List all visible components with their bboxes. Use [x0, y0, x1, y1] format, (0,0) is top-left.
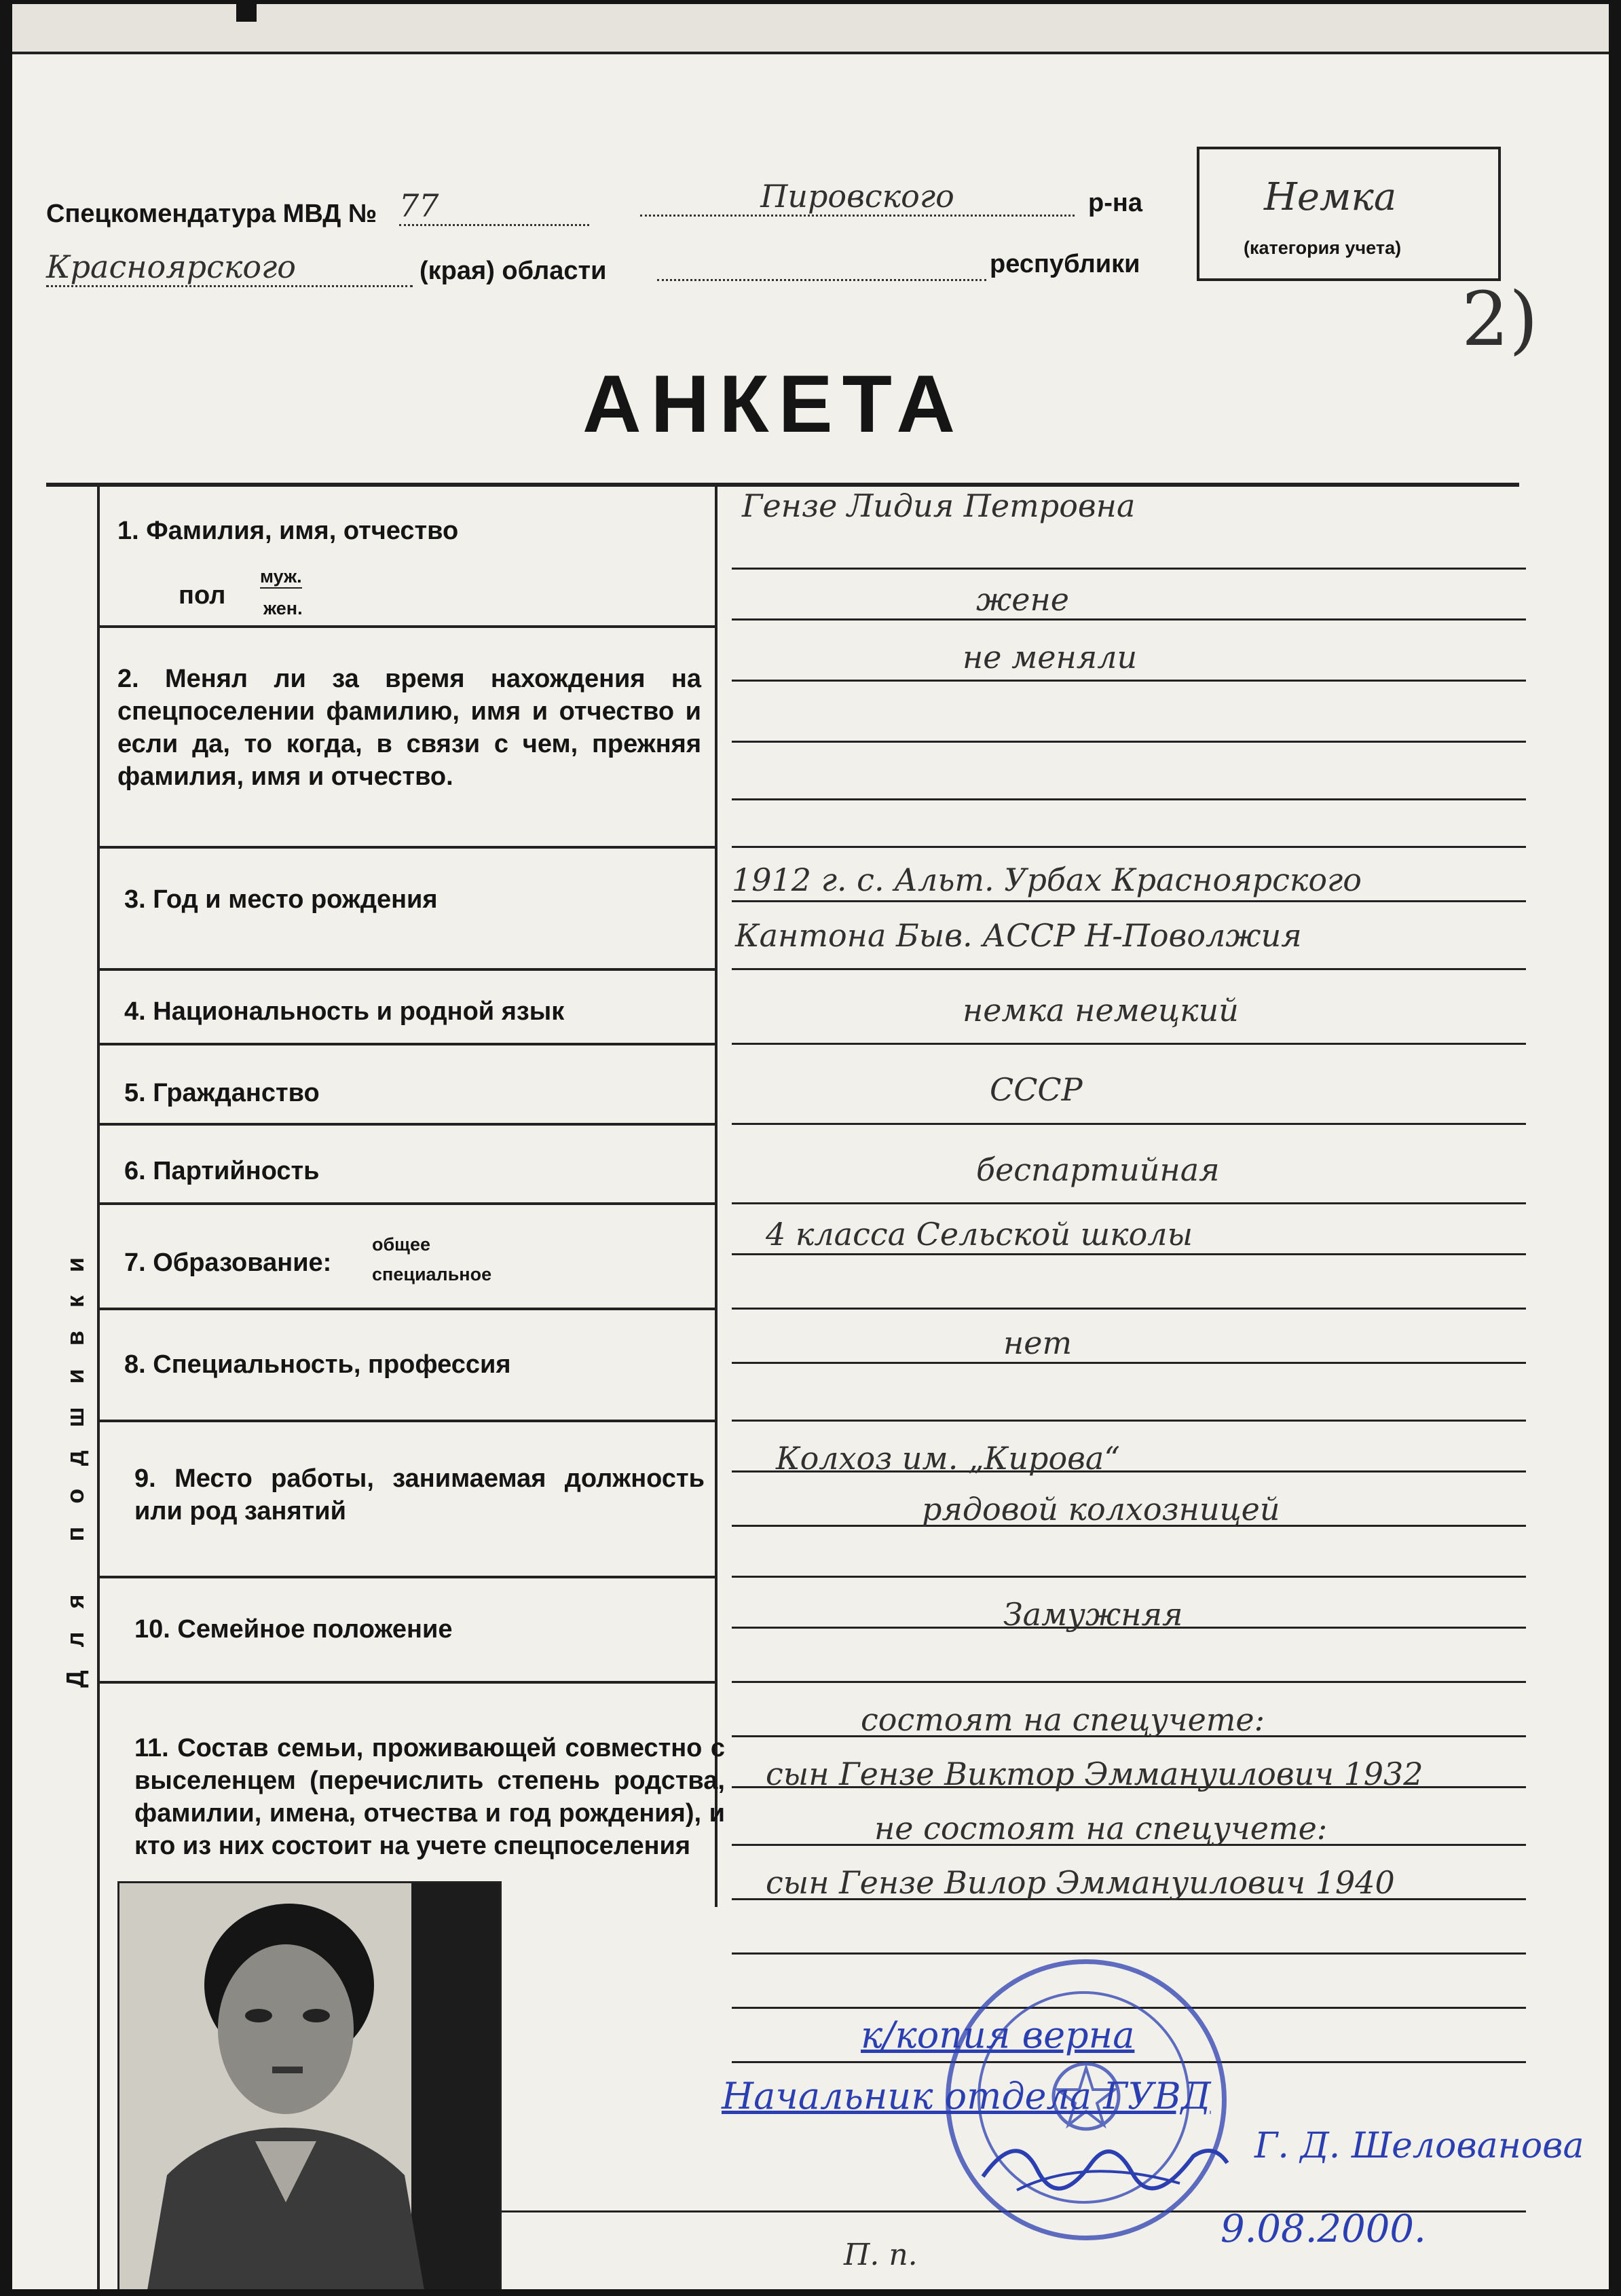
region-value: Красноярского: [46, 248, 413, 287]
field-8-label: 8. Специальность, профессия: [124, 1350, 511, 1379]
side-caption: Для подшивки: [61, 1234, 89, 1688]
answer-name-change: не меняли: [963, 639, 1138, 675]
field-10-label: 10. Семейное положение: [134, 1615, 453, 1644]
bottom-note: П. п.: [844, 2238, 918, 2272]
district-label: р-на: [1088, 189, 1142, 217]
answer-nationality: немка немецкий: [963, 992, 1239, 1029]
answer-marital: Замужняя: [1003, 1596, 1183, 1633]
answer-rule: [732, 846, 1526, 848]
answer-family-1: состоят на спецучете:: [861, 1701, 1265, 1738]
answer-rule: [732, 1576, 1526, 1578]
answer-rule: [732, 1681, 1526, 1683]
sex-label: пол: [179, 581, 226, 610]
answer-rule: [732, 1043, 1526, 1045]
spec-number: 77: [399, 187, 589, 226]
answer-rule: [732, 618, 1526, 621]
answer-position: рядовой колхозницей: [922, 1491, 1280, 1527]
answer-rule: [732, 1362, 1526, 1364]
left-rule: [97, 625, 715, 628]
left-rule: [97, 1420, 715, 1422]
category-label: (категория учета): [1244, 238, 1402, 258]
answer-rule: [732, 1308, 1526, 1310]
answer-profession: нет: [1003, 1325, 1073, 1361]
field-6-label: 6. Партийность: [124, 1157, 320, 1185]
sheet-number: 2): [1461, 276, 1538, 363]
education-general: общее: [372, 1234, 430, 1255]
signature-scribble-icon: [976, 2115, 1234, 2210]
category-value: Немка: [1264, 175, 1397, 219]
certified-copy-note: к/копия верна: [861, 2014, 1135, 2056]
answer-rule: [732, 1253, 1526, 1255]
answer-rule: [732, 741, 1526, 743]
field-11-label: 11. Состав семьи, проживающей совместно с выселенцем (перечислить степень родства, фамилии, имена, отчества и год рождения), и кто из них состоит на учете спецпоселения: [134, 1734, 725, 1860]
left-rule: [97, 1123, 715, 1126]
answer-name: Гензе Лидия Петровна: [742, 487, 1136, 524]
sex-option-male: муж.: [260, 566, 302, 589]
answer-rule: [732, 680, 1526, 682]
district-value: Пировского: [640, 178, 1075, 217]
officer-title: Начальник отдела ГУВД: [722, 2075, 1211, 2117]
person-silhouette-icon: [119, 1883, 500, 2289]
answer-family-2: сын Гензе Виктор Эммануилович 1932: [766, 1756, 1423, 1792]
left-rule: [97, 1202, 715, 1205]
answer-rule: [732, 568, 1526, 570]
region-label: (края) области: [420, 257, 607, 285]
portrait-photo: [117, 1881, 502, 2289]
answer-rule: [732, 1952, 1526, 1955]
answer-rule: [732, 1123, 1526, 1125]
spec-label: Спецкомендатура МВД №: [46, 200, 377, 228]
field-9-label: 9. Место работы, занимаемая должность или род занятий: [134, 1464, 705, 1525]
answer-education: 4 класса Сельской школы: [766, 1216, 1193, 1253]
answer-rule: [732, 1202, 1526, 1204]
sex-option-female: жен.: [263, 598, 303, 618]
answer-rule: [732, 900, 1526, 902]
answer-citizenship: СССР: [990, 1071, 1083, 1108]
left-rule: [97, 1576, 715, 1578]
field-4-label: 4. Национальность и родной язык: [124, 997, 565, 1026]
table-top-rule: [46, 483, 1519, 487]
left-rule: [97, 968, 715, 971]
officer-name: Г. Д. Шелованова: [1254, 2126, 1584, 2166]
answer-family-3: не состоят на спецучете:: [874, 1810, 1328, 1847]
left-rule: [97, 846, 715, 849]
left-rule: [97, 1043, 715, 1045]
answer-party: беспартийная: [976, 1151, 1220, 1188]
answer-birth-2: Кантона Быв. АССР Н-Поволжия: [735, 917, 1302, 954]
answer-workplace: Колхоз им. „Кирова“: [776, 1440, 1120, 1477]
answer-rule: [732, 1420, 1526, 1422]
signature-date: 9.08.2000.: [1221, 2207, 1426, 2251]
field-3-label: 3. Год и место рождения: [124, 885, 438, 914]
answer-family-4: сын Гензе Вилор Эммануилович 1940: [766, 1864, 1395, 1901]
questionnaire-sheet: [12, 4, 1609, 2289]
answer-sex: жене: [976, 581, 1070, 618]
answer-rule: [732, 798, 1526, 800]
center-divider: [715, 485, 718, 1907]
page-title: АНКЕТА: [582, 358, 965, 449]
tear-mark: [236, 4, 257, 22]
left-rule: [97, 1308, 715, 1310]
republic-label: республики: [990, 250, 1140, 278]
field-5-label: 5. Гражданство: [124, 1079, 320, 1107]
category-box: [1197, 147, 1501, 281]
republic-blank: [657, 272, 986, 281]
answer-rule: [732, 968, 1526, 970]
answer-birth-1: 1912 г. с. Альт. Урбах Красноярского: [732, 862, 1362, 898]
left-margin-rule: [97, 485, 100, 2289]
field-2-label: 2. Менял ли за время нахождения на спецпоселении фамилию, имя и отчество и если да, то когда, в связи с чем, прежняя фамилия, имя и отчество.: [117, 665, 701, 791]
field-7-label: 7. Образование:: [124, 1248, 332, 1277]
field-1-label: 1. Фамилия, имя, отчество: [117, 517, 459, 545]
education-special: специальное: [372, 1264, 492, 1284]
left-rule: [97, 1681, 715, 1684]
